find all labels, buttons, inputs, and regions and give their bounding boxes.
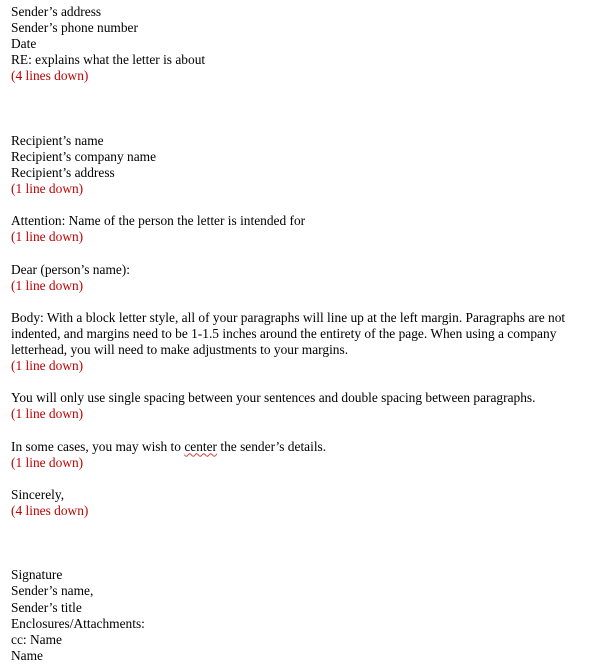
signature-block — [11, 567, 593, 664]
blank-space — [11, 84, 593, 132]
sender-address: Sender’s address — [11, 4, 102, 19]
sender-block — [11, 4, 593, 84]
closing-block — [11, 487, 593, 519]
body-paragraph-1: Body: With a block letter style, all of your paragraphs will line up at the left margin. Paragraphs are not indented, and margins need to be 1-1.5 inches around the entirety of the page. When using a company letterhead, you will need to make adjustments to your margins. — [11, 309, 566, 357]
paragraph-3-text-after: the sender’s details. — [217, 438, 327, 454]
spacing-note-1-line: (1 line down) — [11, 358, 84, 374]
cc-name: Name — [11, 647, 43, 663]
paragraph-3-text-before: In some cases, you may wish to — [11, 438, 185, 454]
body-block — [11, 310, 593, 471]
spacing-note-1-line: (1 line down) — [11, 181, 84, 197]
body-paragraph-3 — [11, 439, 593, 455]
attention-line: Attention: Name of the person the letter is intended for — [11, 213, 306, 229]
blank-space — [11, 519, 593, 567]
spellcheck-flagged-word[interactable]: center — [184, 438, 218, 454]
recipient-address: Recipient’s address — [11, 164, 115, 180]
sender-title: Sender’s title — [11, 599, 82, 615]
attention-block — [11, 213, 593, 245]
blank-space — [11, 245, 593, 261]
letter-date: Date — [11, 36, 37, 52]
blank-space — [11, 197, 593, 213]
sender-name: Sender’s name, — [11, 583, 94, 599]
enclosures-line: Enclosures/Attachments: — [11, 615, 145, 631]
cc-line: cc: Name — [11, 631, 62, 647]
sender-phone: Sender’s phone number — [11, 20, 138, 36]
spacing-note-1-line: (1 line down) — [11, 277, 84, 293]
closing: Sincerely, — [11, 486, 65, 502]
blank-space — [11, 294, 593, 310]
re-line: RE: explains what the letter is about — [11, 52, 206, 68]
body-paragraph-2: You will only use single spacing between your sentences and double spacing between paragraphs. — [11, 390, 536, 406]
recipient-company: Recipient’s company name — [11, 148, 157, 164]
salutation-block — [11, 262, 593, 294]
letter-template-document — [11, 4, 593, 664]
recipient-name: Recipient’s name — [11, 132, 104, 148]
spacing-note-1-line: (1 line down) — [11, 229, 84, 245]
signature: Signature — [11, 567, 63, 583]
blank-space — [11, 374, 593, 390]
spacing-note-1-line: (1 line down) — [11, 406, 84, 422]
blank-space — [11, 422, 593, 438]
salutation: Dear (person’s name): — [11, 261, 130, 277]
spacing-note-1-line: (1 line down) — [11, 454, 84, 470]
spacing-note-4-lines: (4 lines down) — [11, 502, 89, 518]
spacing-note-4-lines: (4 lines down) — [11, 68, 89, 84]
blank-space — [11, 471, 593, 487]
recipient-block — [11, 133, 593, 197]
